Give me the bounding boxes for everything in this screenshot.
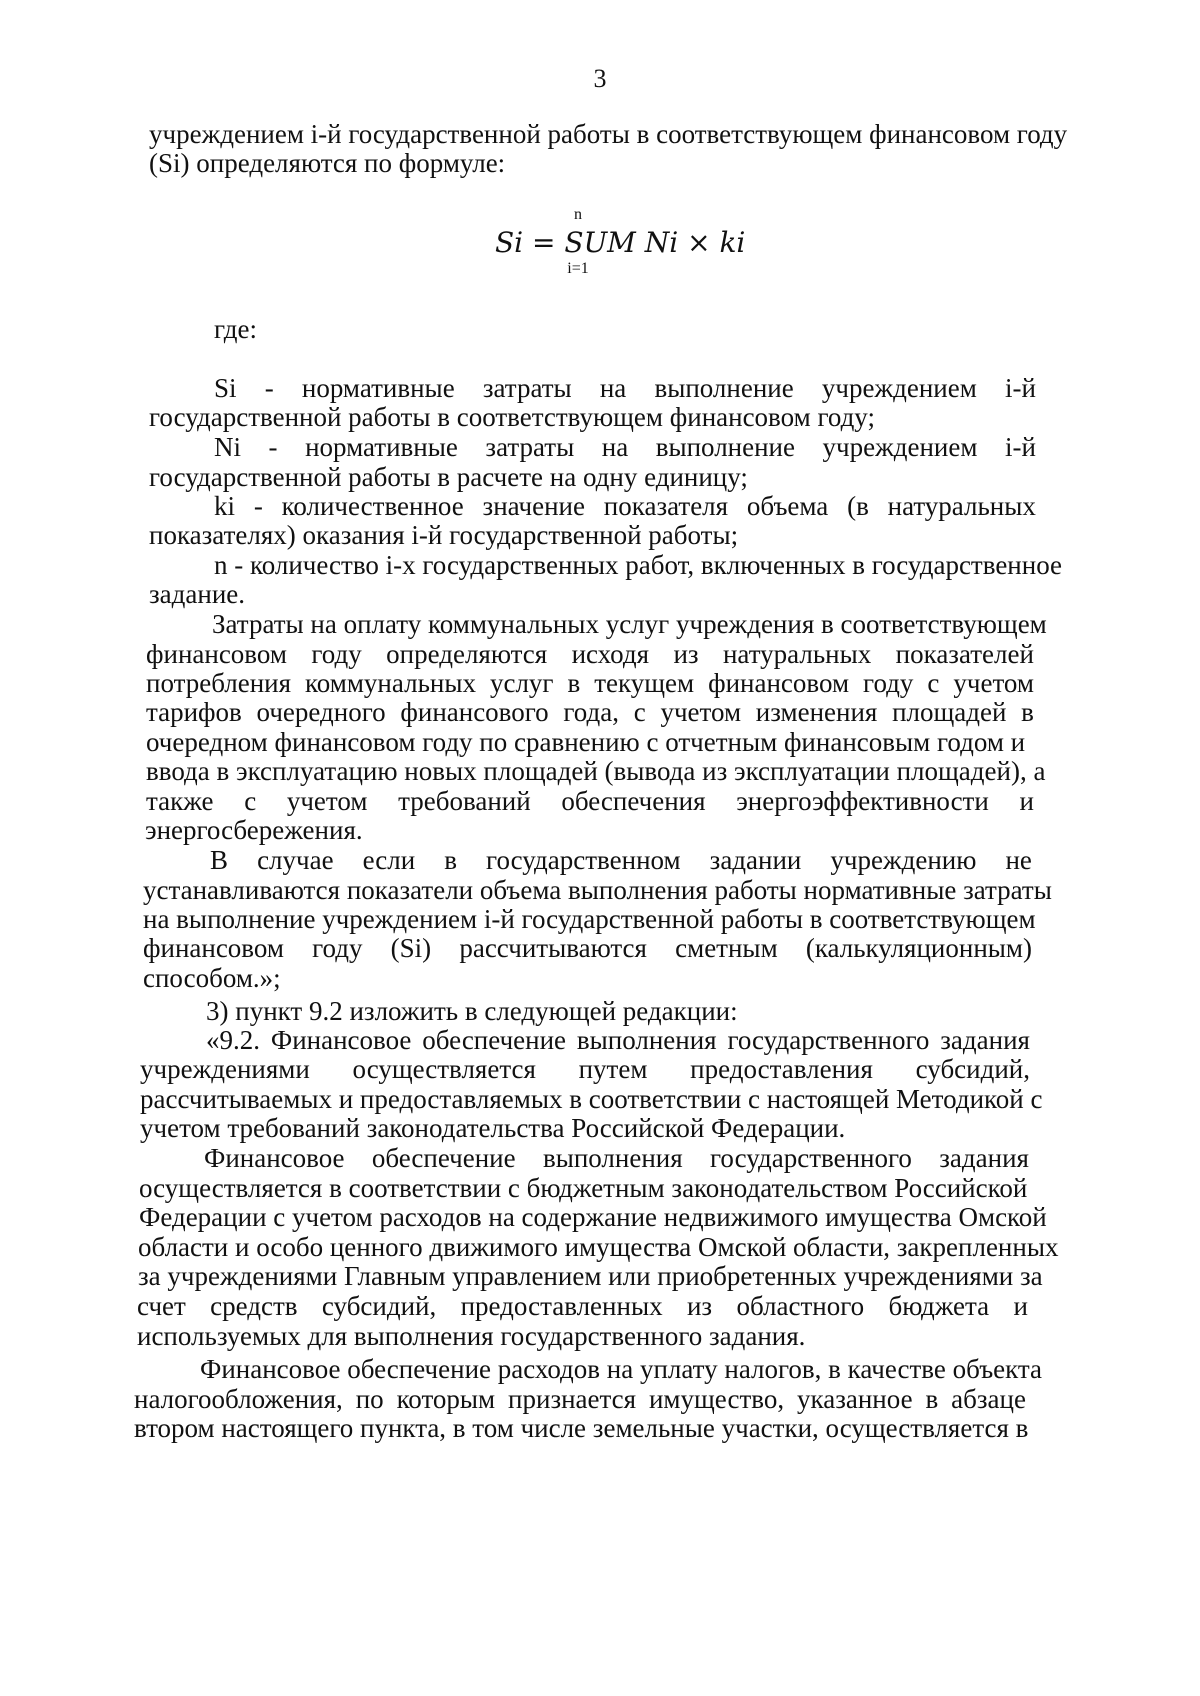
word: задания xyxy=(939,1143,1029,1173)
word: с xyxy=(927,668,940,698)
taxes-line: Финансовое обеспечение расходов на уплату налогов, в качестве объекта xyxy=(200,1354,1043,1384)
financing-line xyxy=(137,1290,1028,1322)
word: в xyxy=(567,668,581,698)
word: путем xyxy=(578,1054,648,1084)
word: требований xyxy=(398,786,531,816)
word: в xyxy=(1021,697,1034,727)
word: потребления xyxy=(146,668,292,698)
estimate-last-line: способом.»; xyxy=(143,963,281,993)
word: показателей xyxy=(895,639,1034,669)
intro-line-2: (Si) определяются по формуле: xyxy=(149,148,506,178)
word: финансового xyxy=(400,697,549,727)
word: Финансовое xyxy=(204,1143,345,1173)
word: выполнение xyxy=(654,373,794,403)
item-3-heading: 3) пункт 9.2 изложить в следующей редакции: xyxy=(206,996,738,1026)
word: объема xyxy=(746,491,829,521)
definition-ki-line-1 xyxy=(214,490,1036,522)
financing-line: Федерации с учетом расходов на содержание недвижимого имущества Омской xyxy=(139,1202,1047,1232)
word: значение xyxy=(482,491,585,521)
word: площадей xyxy=(892,697,1007,727)
word: бюджета xyxy=(888,1291,990,1321)
word: обеспечения xyxy=(561,786,706,816)
word: которым xyxy=(396,1384,496,1414)
word: выполнения xyxy=(542,1143,683,1173)
word: выполнение xyxy=(655,432,795,462)
utilities-line xyxy=(146,638,1034,670)
intro-line-1: учреждением i-й государственной работы в соответствующем финансовом году xyxy=(149,119,1068,149)
word: также xyxy=(146,786,214,816)
clause-9-2-last-line: учетом требований законодательства Российской Федерации. xyxy=(140,1113,846,1143)
p92-line xyxy=(206,1024,1030,1056)
word: обеспечение xyxy=(422,1025,567,1055)
word: «9.2. xyxy=(206,1025,260,1055)
word: году xyxy=(311,639,362,669)
utilities-line xyxy=(146,667,1034,699)
financing-line xyxy=(204,1142,1029,1174)
word: исходя xyxy=(571,639,650,669)
word: Ni xyxy=(214,432,241,462)
word: из xyxy=(673,639,699,669)
word: тарифов xyxy=(146,697,242,727)
word: ki xyxy=(214,491,236,521)
word: не xyxy=(1005,845,1032,875)
word: рассчитываются xyxy=(459,933,647,963)
word: учетом xyxy=(286,786,368,816)
word: учетом xyxy=(660,697,742,727)
word: налогообложения, xyxy=(134,1384,343,1414)
word: учреждению xyxy=(830,845,977,875)
utilities-line: ввода в эксплуатацию новых площадей (вывода из эксплуатации площадей), а xyxy=(146,756,1046,786)
taxes-line xyxy=(134,1383,1026,1415)
word: учреждением xyxy=(822,432,978,462)
word: финансовом xyxy=(146,639,287,669)
word: счет xyxy=(137,1291,186,1321)
p92-line xyxy=(140,1053,1030,1085)
word: предоставления xyxy=(690,1054,873,1084)
word: натуральных xyxy=(887,491,1036,521)
word: предоставленных xyxy=(460,1291,663,1321)
formula-expression: Si = SUM Ni × ki xyxy=(495,226,746,259)
word: если xyxy=(362,845,416,875)
word: имущество, xyxy=(648,1384,785,1414)
definition-si-line-1 xyxy=(214,372,1036,404)
word: финансовом xyxy=(143,933,284,963)
word: субсидий, xyxy=(321,1291,437,1321)
word: и xyxy=(1019,786,1034,816)
page-number: 3 xyxy=(593,64,607,93)
definition-ni-line-1 xyxy=(214,431,1036,463)
word: абзаце xyxy=(951,1384,1026,1414)
where-label: где: xyxy=(214,314,257,344)
word: определяются xyxy=(386,639,548,669)
word: в xyxy=(925,1384,939,1414)
financing-line: области и особо ценного движимого имущества Омской области, закрепленных xyxy=(138,1232,1059,1262)
word: нормативные xyxy=(301,373,455,403)
word: в xyxy=(444,845,457,875)
formula-lower-limit: i=1 xyxy=(567,260,589,277)
p92-line: рассчитываемых и предоставляемых в соответствии с настоящей Методикой с xyxy=(140,1084,1043,1114)
definition-ni-line-2: государственной работы в расчете на одну единицу; xyxy=(149,462,748,492)
word: (в xyxy=(847,491,869,521)
estimate-line xyxy=(210,844,1032,876)
word: коммунальных xyxy=(305,668,476,698)
word: - xyxy=(253,491,263,521)
word: обеспечение xyxy=(371,1143,516,1173)
word: указанное xyxy=(797,1384,913,1414)
word: по xyxy=(355,1384,384,1414)
financing-line: за учреждениями Главным управлением или приобретенных учреждениями за xyxy=(138,1261,1043,1291)
definition-n-line-2: задание. xyxy=(149,579,246,609)
word: случае xyxy=(257,845,334,875)
financing-last-line: используемых для выполнения государственного задания. xyxy=(137,1321,806,1351)
utilities-line: очередном финансовом году по сравнению с отчетным финансовым годом и xyxy=(146,727,1026,757)
word: Финансовое xyxy=(270,1025,412,1055)
word: государственного xyxy=(727,1025,930,1055)
word: из xyxy=(686,1291,713,1321)
word: государственном xyxy=(486,845,681,875)
word: количественное xyxy=(281,491,464,521)
word: учреждением xyxy=(821,373,977,403)
word: субсидий, xyxy=(915,1054,1030,1084)
formula-upper-limit: n xyxy=(574,206,582,223)
word: на xyxy=(601,432,629,462)
utilities-line xyxy=(146,696,1034,728)
definition-ki-line-2: показателях) оказания i-й государственной работы; xyxy=(149,520,739,550)
word: на xyxy=(599,373,627,403)
word: задания xyxy=(940,1025,1030,1055)
word: финансовом xyxy=(708,668,850,698)
word: текущем xyxy=(594,668,695,698)
word: года, xyxy=(563,697,619,727)
financing-line: осуществляется в соответствии с бюджетным законодательством Российской xyxy=(139,1173,1028,1203)
word: областного xyxy=(736,1291,865,1321)
word: средств xyxy=(210,1291,298,1321)
word: государственного xyxy=(710,1143,912,1173)
word: и xyxy=(1013,1291,1028,1321)
word: энергоэффективности xyxy=(736,786,989,816)
word: натуральных xyxy=(722,639,872,669)
word: (калькуляционным) xyxy=(805,933,1032,963)
word: i-й xyxy=(1004,432,1036,462)
definition-si-line-2: государственной работы в соответствующем финансовом году; xyxy=(149,402,875,432)
word: услуг xyxy=(489,668,554,698)
utilities-line: Затраты на оплату коммунальных услуг учреждения в соответствующем xyxy=(212,609,1047,639)
taxes-line: втором настоящего пункта, в том числе земельные участки, осуществляется в xyxy=(134,1413,1029,1443)
word: учреждениями xyxy=(140,1054,310,1084)
word: выполнения xyxy=(576,1025,717,1055)
word: сметным xyxy=(675,933,778,963)
word: затраты xyxy=(482,373,572,403)
word: - xyxy=(268,432,278,462)
estimate-line: устанавливаются показатели объема выполнения работы нормативные затраты xyxy=(143,875,1052,905)
word: признается xyxy=(508,1384,637,1414)
word: изменения xyxy=(755,697,878,727)
word: году xyxy=(863,668,914,698)
estimate-line: на выполнение учреждением i-й государственной работы в соответствующем xyxy=(143,904,1036,934)
word: показателя xyxy=(603,491,729,521)
word: - xyxy=(264,373,274,403)
estimate-line xyxy=(143,932,1032,964)
word: с xyxy=(244,786,257,816)
word: задании xyxy=(709,845,802,875)
utilities-last-line: энергосбережения. xyxy=(145,815,363,845)
word: затраты xyxy=(485,432,575,462)
word: i-й xyxy=(1005,373,1036,403)
word: учетом xyxy=(953,668,1034,698)
word: нормативные xyxy=(305,432,458,462)
word: году xyxy=(312,933,363,963)
word: осуществляется xyxy=(352,1054,536,1084)
utilities-line xyxy=(146,785,1034,817)
word: очередного xyxy=(256,697,386,727)
word: с xyxy=(633,697,646,727)
word: (Si) xyxy=(390,933,432,963)
word: В xyxy=(210,845,229,875)
word: Si xyxy=(214,373,237,403)
definition-n-line-1: n - количество i-х государственных работ, включенных в государственное xyxy=(214,550,1063,580)
